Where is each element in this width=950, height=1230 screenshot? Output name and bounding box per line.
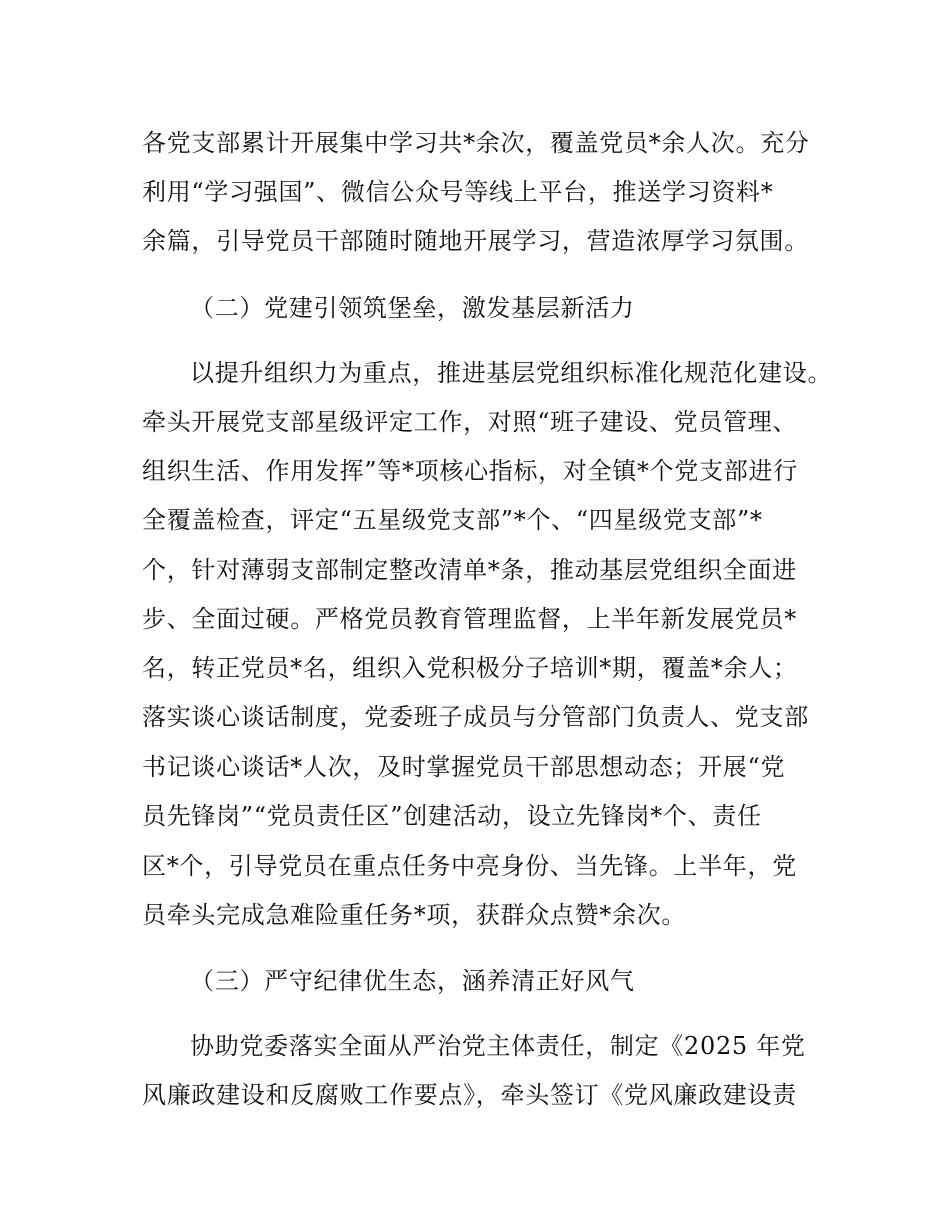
body-text-line: 员牵头完成急难险重任务*项，获群众点赞*余次。: [142, 901, 687, 929]
body-text-line: 协助党委落实全面从严治党主体责任，制定《2025 年党: [190, 1032, 806, 1060]
body-text-line: 组织生活、作用发挥”等*项核心指标，对全镇*个党支部进行: [142, 457, 798, 485]
body-text-line: 步、全面过硬。严格党员教育管理监督，上半年新发展党员*: [142, 605, 797, 633]
section-heading: （二）党建引领筑堡垒，激发基层新活力: [190, 294, 635, 322]
body-text-line: 区*个，引导党员在重点任务中亮身份、当先锋。上半年，党: [142, 852, 797, 880]
body-text-line: 牵头开展党支部星级评定工作，对照“班子建设、党员管理、: [142, 408, 798, 436]
body-text-line: 各党支部累计开展集中学习共*余次，覆盖党员*余人次。充分: [142, 129, 810, 157]
body-text-line: 利用“学习强国”、微信公众号等线上平台，推送学习资料*: [142, 178, 774, 206]
body-text-line: 书记谈心谈话*人次，及时掌握党员干部思想动态；开展“党: [142, 753, 786, 781]
body-text-line: 余篇，引导党员干部随时随地开展学习，营造浓厚学习氛围。: [142, 227, 809, 255]
body-text-line: 全覆盖检查，评定“五星级党支部”*个、“四星级党支部”*: [142, 506, 763, 534]
body-text-line: 风廉政建设和反腐败工作要点》，牵头签订《党风廉政建设责: [142, 1081, 797, 1109]
section-heading: （三）严守纪律优生态，涵养清正好风气: [190, 967, 635, 995]
body-text-line: 以提升组织力为重点，推进基层党组织标准化规范化建设。: [190, 359, 833, 387]
body-text-line: 个，针对薄弱支部制定整改清单*条，推动基层党组织全面进: [142, 556, 797, 584]
body-text-line: 名，转正党员*名，组织入党积极分子培训*期，覆盖*余人；: [142, 654, 798, 682]
body-text-line: 落实谈心谈话制度，党委班子成员与分管部门负责人、党支部: [142, 703, 809, 731]
body-text-line: 员先锋岗”“党员责任区”创建活动，设立先锋岗*个、责任: [142, 802, 762, 830]
